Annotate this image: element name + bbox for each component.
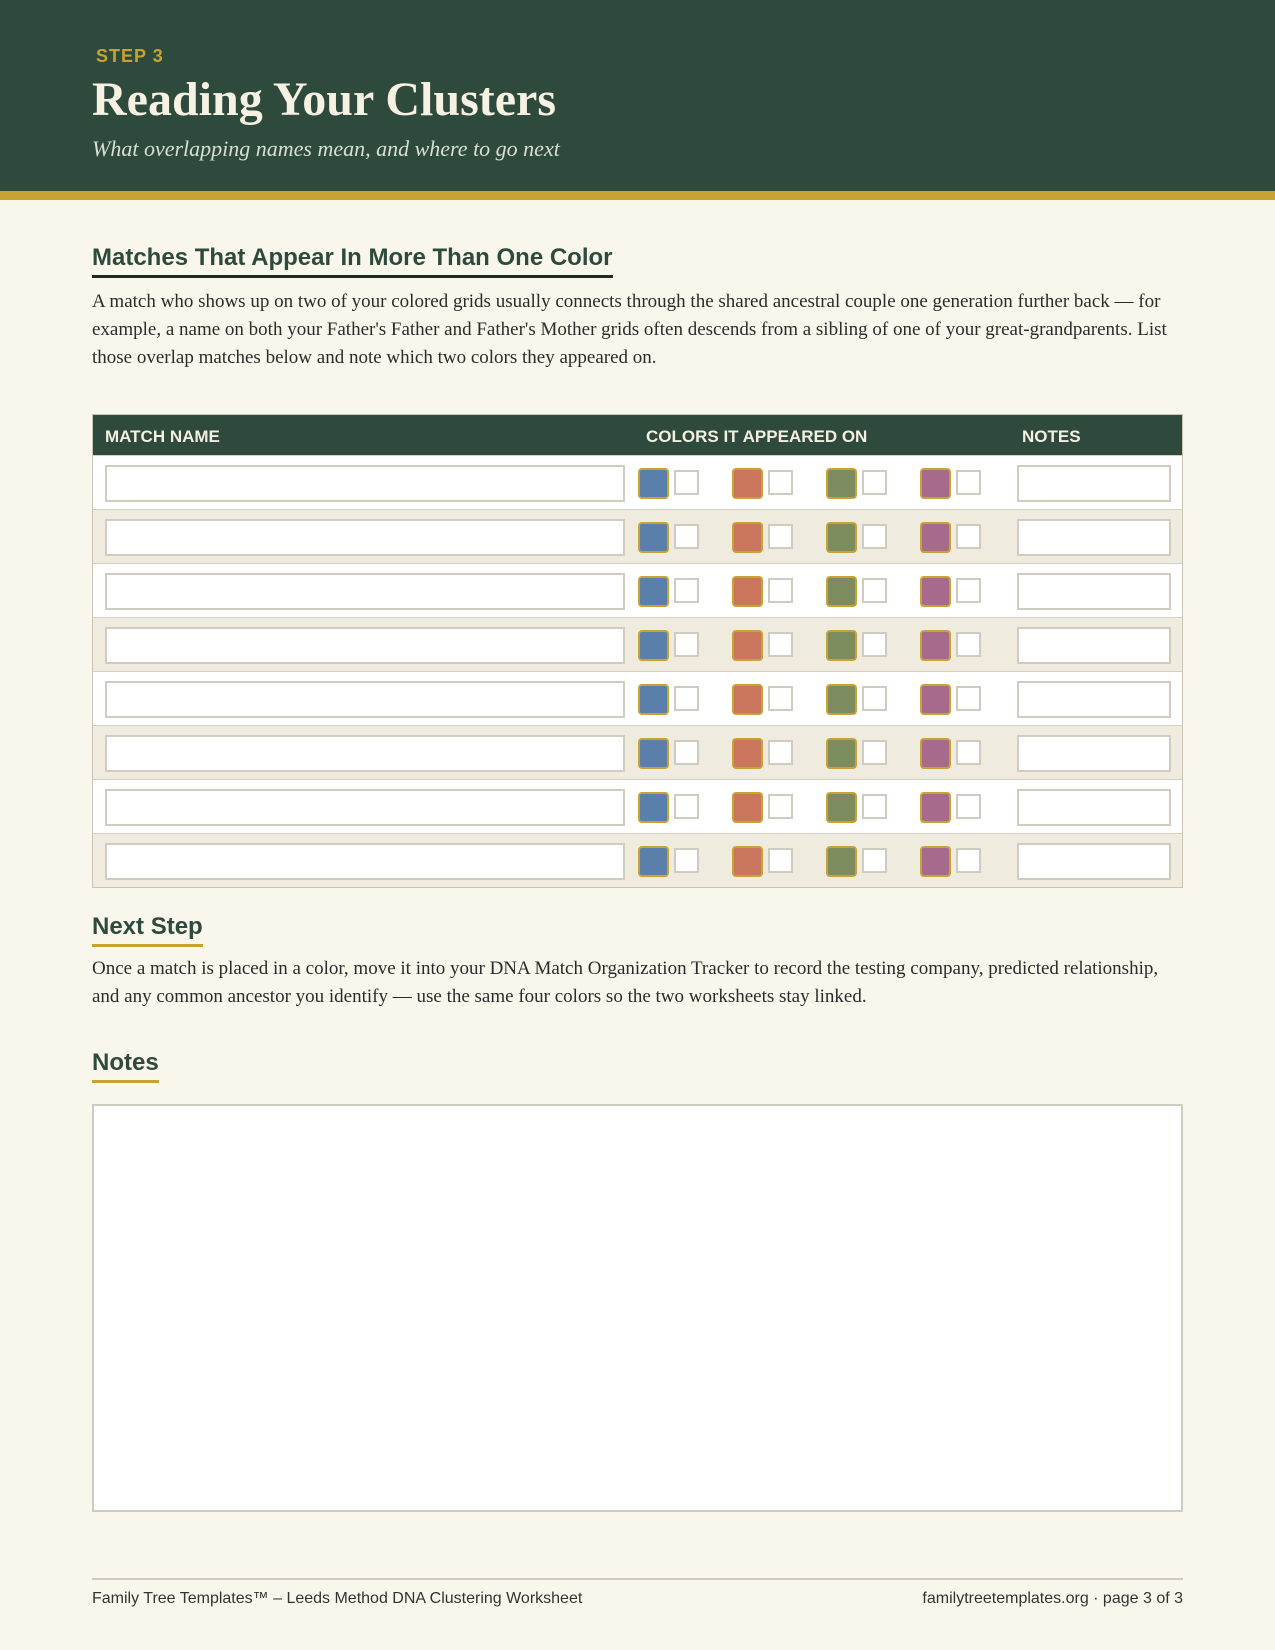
match-name-field[interactable]: [105, 789, 625, 826]
page-title: Reading Your Clusters: [92, 73, 557, 126]
color-checkbox-2[interactable]: [768, 632, 793, 657]
row-notes-field[interactable]: [1017, 735, 1171, 772]
color-swatch-2: [732, 576, 763, 607]
match-name-field[interactable]: [105, 735, 625, 772]
table-row: [93, 617, 1182, 671]
overlap-heading: Matches That Appear In More Than One Color: [92, 244, 613, 278]
overlap-table: [92, 414, 1183, 888]
color-checkbox-2[interactable]: [768, 524, 793, 549]
color-checkbox-1[interactable]: [674, 686, 699, 711]
color-checkbox-4[interactable]: [956, 524, 981, 549]
row-notes-field[interactable]: [1017, 681, 1171, 718]
color-swatch-4: [920, 846, 951, 877]
color-swatch-3: [826, 576, 857, 607]
color-checkbox-4[interactable]: [956, 848, 981, 873]
color-swatch-2: [732, 522, 763, 553]
color-swatch-4: [920, 522, 951, 553]
color-swatch-3: [826, 468, 857, 499]
color-checkbox-1[interactable]: [674, 524, 699, 549]
table-row: [93, 455, 1182, 509]
color-swatch-2: [732, 846, 763, 877]
match-name-field[interactable]: [105, 465, 625, 502]
color-checkbox-2[interactable]: [768, 578, 793, 603]
table-row: [93, 563, 1182, 617]
color-swatch-2: [732, 468, 763, 499]
color-checkbox-2[interactable]: [768, 848, 793, 873]
color-swatch-3: [826, 792, 857, 823]
color-checkbox-4[interactable]: [956, 740, 981, 765]
table-row: [93, 725, 1182, 779]
color-checkbox-2[interactable]: [768, 470, 793, 495]
page-subtitle: What overlapping names mean, and where to go next: [92, 136, 560, 161]
color-checkbox-4[interactable]: [956, 632, 981, 657]
footer-right-text: familytreetemplates.org · page 3 of 3: [922, 1590, 1183, 1607]
table-row: [93, 833, 1182, 887]
color-swatch-3: [826, 846, 857, 877]
color-checkbox-1[interactable]: [674, 740, 699, 765]
notes-heading: Notes: [92, 1049, 159, 1083]
color-swatch-4: [920, 792, 951, 823]
color-swatch-1: [638, 522, 669, 553]
color-checkbox-3[interactable]: [862, 632, 887, 657]
next-step-heading: Next Step: [92, 913, 203, 947]
color-checkbox-1[interactable]: [674, 632, 699, 657]
match-name-field[interactable]: [105, 627, 625, 664]
row-notes-field[interactable]: [1017, 573, 1171, 610]
color-swatch-1: [638, 792, 669, 823]
table-body: [93, 455, 1182, 887]
color-swatch-1: [638, 468, 669, 499]
color-checkbox-1[interactable]: [674, 794, 699, 819]
row-notes-field[interactable]: [1017, 465, 1171, 502]
color-checkbox-4[interactable]: [956, 686, 981, 711]
footer-left-text: Family Tree Templates™ – Leeds Method DNA Clustering Worksheet: [92, 1590, 583, 1607]
header-colors: COLORS IT APPEARED ON: [646, 427, 868, 446]
color-swatch-1: [638, 846, 669, 877]
table-row: [93, 671, 1182, 725]
color-swatch-3: [826, 738, 857, 769]
color-checkbox-4[interactable]: [956, 794, 981, 819]
color-checkbox-1[interactable]: [674, 578, 699, 603]
color-swatch-1: [638, 738, 669, 769]
color-swatch-2: [732, 684, 763, 715]
color-checkbox-2[interactable]: [768, 740, 793, 765]
overlap-description: A match who shows up on two of your colored grids usually connects through the shared ancestral couple one generation further back — for example, a name on both your Father's Father and Father's Mother grids often descends from a sibling of one of your great-grandparents. List those overlap matches below and note which two colors they appeared on.: [92, 291, 1167, 368]
color-swatch-1: [638, 630, 669, 661]
color-swatch-4: [920, 630, 951, 661]
color-swatch-4: [920, 684, 951, 715]
table-row: [93, 779, 1182, 833]
table-row: [93, 509, 1182, 563]
color-swatch-4: [920, 738, 951, 769]
header-match-name: MATCH NAME: [105, 427, 220, 446]
color-swatch-2: [732, 792, 763, 823]
color-swatch-3: [826, 522, 857, 553]
color-checkbox-3[interactable]: [862, 470, 887, 495]
color-checkbox-2[interactable]: [768, 686, 793, 711]
color-swatch-2: [732, 738, 763, 769]
color-checkbox-3[interactable]: [862, 740, 887, 765]
color-swatch-1: [638, 684, 669, 715]
row-notes-field[interactable]: [1017, 843, 1171, 880]
color-checkbox-4[interactable]: [956, 578, 981, 603]
match-name-field[interactable]: [105, 519, 625, 556]
table-header: [93, 415, 1182, 455]
color-swatch-3: [826, 630, 857, 661]
match-name-field[interactable]: [105, 573, 625, 610]
row-notes-field[interactable]: [1017, 789, 1171, 826]
color-swatch-4: [920, 468, 951, 499]
color-swatch-2: [732, 630, 763, 661]
color-checkbox-3[interactable]: [862, 578, 887, 603]
color-swatch-1: [638, 576, 669, 607]
step-label: STEP 3: [96, 46, 164, 66]
notes-area[interactable]: [92, 1104, 1183, 1512]
color-checkbox-3[interactable]: [862, 686, 887, 711]
match-name-field[interactable]: [105, 843, 625, 880]
color-checkbox-4[interactable]: [956, 470, 981, 495]
header-notes: NOTES: [1022, 427, 1081, 446]
row-notes-field[interactable]: [1017, 519, 1171, 556]
color-swatch-4: [920, 576, 951, 607]
color-checkbox-3[interactable]: [862, 794, 887, 819]
color-swatch-3: [826, 684, 857, 715]
color-checkbox-2[interactable]: [768, 794, 793, 819]
color-checkbox-3[interactable]: [862, 524, 887, 549]
color-checkbox-1[interactable]: [674, 848, 699, 873]
page-header: [0, 0, 1275, 200]
match-name-field[interactable]: [105, 681, 625, 718]
footer-divider: [92, 1578, 1183, 1580]
next-step-description: Once a match is placed in a color, move it into your DNA Match Organization Tracker to record the testing company, predicted relationship, and any common ancestor you identify — use the same four colors so the two worksheets stay linked.: [92, 958, 1159, 1007]
color-checkbox-3[interactable]: [862, 848, 887, 873]
color-checkbox-1[interactable]: [674, 470, 699, 495]
row-notes-field[interactable]: [1017, 627, 1171, 664]
